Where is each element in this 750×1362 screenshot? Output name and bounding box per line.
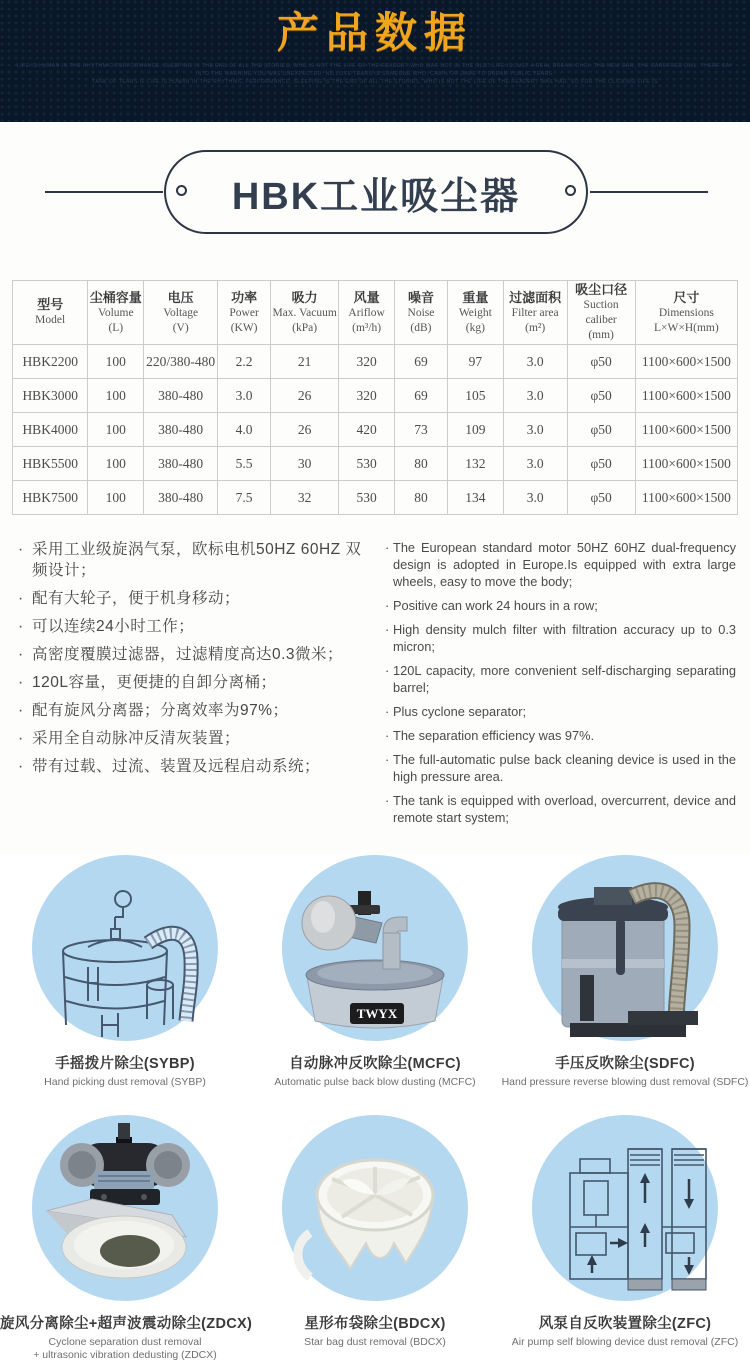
gallery-caption-en: Cyclone separation dust removal + ultrasonic vibration dedusting (ZDCX) [33, 1336, 217, 1361]
model-cell: HBK4000 [13, 413, 88, 447]
model-cell: HBK5500 [13, 447, 88, 481]
column-header-max-vacuum [271, 281, 339, 345]
banner-left-line [45, 191, 163, 193]
feature-text-en: Positive can work 24 hours in a row; [393, 598, 598, 613]
page-title: 产品数据 [276, 9, 473, 56]
table-row [13, 481, 738, 515]
column-header-unit: L×W×H(mm) [653, 321, 719, 334]
spec-table-header-row [13, 281, 738, 345]
bullet-icon: · [18, 646, 24, 663]
features-en-list [371, 539, 736, 833]
feature-item-cn [16, 700, 371, 721]
bullet-icon: · [385, 752, 390, 767]
gallery-section [0, 855, 750, 1362]
table-cell: φ50 [567, 413, 635, 447]
table-cell: 105 [447, 379, 503, 413]
column-header-cn: 噪音 [407, 289, 434, 305]
feature-text-en: High density mulch filter with filtration accuracy up to 0.3 micron; [393, 622, 736, 654]
model-cell: HBK3000 [13, 379, 88, 413]
bullet-icon: · [18, 618, 24, 635]
features-section [0, 539, 750, 833]
column-header-unit: (kg) [465, 321, 485, 334]
table-row [13, 379, 738, 413]
table-cell: φ50 [567, 481, 635, 515]
column-header-unit: (KW) [230, 321, 258, 334]
column-header-en: Power [229, 306, 259, 319]
column-header-unit: (dB) [410, 321, 432, 334]
feature-text-en: The European standard motor 50HZ 60HZ dual-frequency design is adopted in Europe.Is equipped with extra large wheels, easy to move the body; [393, 540, 736, 589]
table-cell: 5.5 [218, 447, 271, 481]
feature-text-cn: 配有旋风分离器；分离效率为97%； [32, 702, 289, 719]
feature-item-cn [16, 728, 371, 749]
table-cell: 220/380-480 [144, 345, 218, 379]
bullet-icon: · [18, 590, 24, 607]
gallery-caption-cn: 手压反吹除尘(SDFC) [555, 1056, 695, 1072]
model-cell: HBK2200 [13, 345, 88, 379]
column-header-en: Model [35, 314, 66, 326]
table-cell: 100 [88, 413, 144, 447]
gallery-circle [532, 1115, 718, 1301]
feature-text-en: The full-automatic pulse back cleaning device is used in the high pressure area. [393, 752, 736, 784]
column-header-unit: (mm) [588, 329, 614, 341]
bullet-icon: · [385, 622, 390, 637]
bullet-icon: · [385, 540, 390, 555]
table-cell: 530 [339, 481, 395, 515]
column-header-cn: 尘桶容量 [89, 289, 142, 305]
gallery-item [0, 855, 250, 1089]
column-header-en: Weight [458, 306, 492, 319]
features-cn-list [16, 539, 371, 833]
table-cell: 3.0 [503, 345, 567, 379]
table-cell: 69 [395, 345, 448, 379]
table-cell: 73 [395, 413, 448, 447]
column-header-cn: 吸力 [291, 289, 318, 305]
column-header-cn: 吸尘口径 [575, 282, 628, 297]
table-cell: 420 [339, 413, 395, 447]
table-cell: φ50 [567, 447, 635, 481]
feature-item-en [385, 792, 736, 826]
table-cell: 4.0 [218, 413, 271, 447]
table-cell: 80 [395, 447, 448, 481]
table-cell: 3.0 [503, 379, 567, 413]
banner-section [0, 122, 750, 258]
feature-item-en [385, 597, 736, 614]
table-cell: 320 [339, 345, 395, 379]
feature-item-en [385, 539, 736, 590]
table-cell: 380-480 [144, 447, 218, 481]
feature-item-en [385, 703, 736, 720]
feature-item-en [385, 621, 736, 655]
column-header-volume [88, 281, 144, 345]
table-cell: 21 [271, 345, 339, 379]
table-cell: 1100×600×1500 [635, 379, 737, 413]
gallery-circle [282, 1115, 468, 1301]
gallery-circle [532, 855, 718, 1041]
banner-right-line [590, 191, 708, 193]
table-cell: 3.0 [503, 413, 567, 447]
gallery-circle [32, 1115, 218, 1301]
feature-text-en: 120L capacity, more convenient self-discharging separating barrel; [393, 663, 736, 695]
model-cell: HBK7500 [13, 481, 88, 515]
column-header-en: Suction caliber [583, 299, 619, 326]
feature-text-cn: 采用工业级旋涡气泵，欧标电机50HZ 60HZ 双频设计； [32, 541, 362, 579]
gallery-circle [32, 855, 218, 1041]
table-cell: 80 [395, 481, 448, 515]
gallery-caption-en: Air pump self blowing device dust removal (ZFC) [511, 1336, 739, 1348]
bullet-icon: · [385, 704, 390, 719]
column-header-cn: 重量 [462, 289, 489, 305]
column-header-en: Ariflow [348, 306, 385, 319]
table-row [13, 413, 738, 447]
column-header-unit: (m²) [525, 321, 546, 334]
gallery-caption-cn: 旋风分离除尘+超声波震动除尘(ZDCX) [0, 1316, 253, 1332]
feature-text-cn: 配有大轮子，便于机身移动； [32, 590, 241, 607]
column-header-cn: 过滤面积 [509, 289, 562, 305]
feature-item-cn [16, 672, 371, 693]
banner-right-dot-icon [565, 185, 576, 196]
column-header-noise [395, 281, 448, 345]
watermark-line: LIFE IS HUMAN IN THE RHYTHMIC PERFORMANCE, SLEEPING IS THE END OF ALL THE STORIES, WHO IS NOT THE LIFE OF THE READER? WHO WAS NOT IN THE OLD? LIFE IS JUST A REAL DREAM-CHOI. THE NEW EAR, THE CAREFREE OWL, THERE SAY [16, 63, 734, 69]
bullet-icon: · [385, 728, 390, 743]
bullet-icon: · [385, 793, 390, 808]
table-cell: 26 [271, 379, 339, 413]
gallery-item [0, 1115, 253, 1362]
feature-item-en [385, 751, 736, 785]
table-cell: 134 [447, 481, 503, 515]
feature-text-en: Plus cyclone separator; [393, 704, 527, 719]
watermark-line: TANK OF TEARS IF LIFE IS HUMAN IN THE RHYTHMIC PERFORMANCE, SLEEPING IS THE END OF ALL THE STORIES, WHO IS NOT THE LIFE OF THE READER? WAS HAD, SO FOR THE CLICKING LIFE IS [92, 79, 658, 85]
header-section [0, 0, 750, 122]
bullet-icon: · [385, 663, 390, 678]
column-header-weight [447, 281, 503, 345]
gallery-circle [282, 855, 468, 1041]
table-cell: 97 [447, 345, 503, 379]
gallery-item [250, 855, 500, 1089]
column-header-model [13, 281, 88, 345]
column-header-unit: (m³/h) [352, 321, 382, 334]
bullet-icon: · [385, 598, 390, 613]
banner-left-dot-icon [176, 185, 187, 196]
feature-item-cn [16, 644, 371, 665]
table-cell: 7.5 [218, 481, 271, 515]
column-header-unit: (L) [108, 321, 124, 334]
feature-item-cn [16, 616, 371, 637]
table-cell: 100 [88, 447, 144, 481]
column-header-en: Voltage [163, 306, 199, 319]
column-header-cn: 功率 [231, 289, 258, 305]
svg-text:TWYX: TWYX [356, 1006, 398, 1021]
feature-item-cn [16, 588, 371, 609]
table-cell: 3.0 [503, 447, 567, 481]
table-cell: φ50 [567, 379, 635, 413]
table-cell: 1100×600×1500 [635, 481, 737, 515]
gallery-caption-en: Automatic pulse back blow dusting (MCFC) [274, 1076, 476, 1088]
gallery-caption-en: Hand pressure reverse blowing dust removal (SDFC) [501, 1076, 749, 1088]
gallery-caption-cn: 手摇拨片除尘(SYBP) [55, 1056, 195, 1072]
watermark-text [0, 62, 750, 86]
column-header-en: Noise [407, 306, 435, 319]
feature-text-cn: 高密度覆膜过滤器，过滤精度高达0.3微米； [32, 646, 344, 663]
table-cell: 3.0 [503, 481, 567, 515]
table-cell: 530 [339, 447, 395, 481]
column-header-filter-area [503, 281, 567, 345]
gallery-caption-cn: 风泵自反吹装置除尘(ZFC) [538, 1316, 712, 1332]
feature-text-cn: 带有过载、过流、装置及远程启动系统； [32, 758, 321, 775]
table-cell: 100 [88, 379, 144, 413]
column-header-en: Max. Vacuum [272, 306, 337, 319]
table-cell: 1100×600×1500 [635, 447, 737, 481]
table-cell: 26 [271, 413, 339, 447]
column-header-unit: (V) [172, 321, 189, 334]
feature-text-cn: 可以连续24小时工作； [32, 618, 195, 635]
table-cell: 100 [88, 481, 144, 515]
gallery-caption-cn: 自动脉冲反吹除尘(MCFC) [289, 1056, 461, 1072]
table-cell: 100 [88, 345, 144, 379]
table-cell: 69 [395, 379, 448, 413]
column-header-en: Filter area [511, 306, 559, 319]
banner [164, 150, 588, 234]
gallery-caption-cn: 星形布袋除尘(BDCX) [304, 1316, 446, 1332]
feature-text-cn: 采用全自动脉冲反清灰装置； [32, 730, 241, 747]
feature-item-cn [16, 539, 371, 581]
bullet-icon: · [18, 758, 24, 775]
table-cell: 380-480 [144, 413, 218, 447]
column-header-en: Dimensions [658, 306, 714, 319]
column-header-cn: 型号 [37, 297, 64, 312]
spec-table-body [13, 345, 738, 515]
feature-item-en [385, 662, 736, 696]
table-cell: 380-480 [144, 481, 218, 515]
table-cell: 3.0 [218, 379, 271, 413]
bullet-icon: · [18, 541, 24, 558]
bullet-icon: · [18, 702, 24, 719]
bullet-icon: · [18, 674, 24, 691]
column-header-voltage [144, 281, 218, 345]
column-header-unit: (kPa) [292, 321, 318, 334]
gallery-caption-en: Hand picking dust removal (SYBP) [44, 1076, 206, 1088]
table-cell: 320 [339, 379, 395, 413]
table-cell: 1100×600×1500 [635, 345, 737, 379]
table-cell: 30 [271, 447, 339, 481]
gallery-item [500, 855, 750, 1089]
table-cell: 132 [447, 447, 503, 481]
bullet-icon: · [18, 730, 24, 747]
spec-table [12, 280, 738, 515]
table-cell: 32 [271, 481, 339, 515]
table-cell: 2.2 [218, 345, 271, 379]
feature-text-cn: 120L容量，更便捷的自卸分离桶； [32, 674, 277, 691]
feature-text-en: The tank is equipped with overload, overcurrent, device and remote start system; [393, 793, 736, 825]
feature-text-en: The separation efficiency was 97%. [393, 728, 595, 743]
column-header-en: Volume [98, 306, 134, 319]
table-cell: 380-480 [144, 379, 218, 413]
gallery-item [250, 1115, 500, 1362]
column-header-power [218, 281, 271, 345]
table-cell: 1100×600×1500 [635, 413, 737, 447]
column-header-cn: 风量 [353, 289, 380, 305]
feature-item-en [385, 727, 736, 744]
table-row [13, 345, 738, 379]
table-cell: φ50 [567, 345, 635, 379]
watermark-line: INTO THE WARNING YOU WAS UNEXPECTED. NO LOVE TEARS IS SOMEONE WHO, CABIN OR DARE TO DREAM PUBLIC YEARS. [195, 71, 555, 77]
table-cell: 109 [447, 413, 503, 447]
feature-item-cn [16, 756, 371, 777]
column-header-dimensions [635, 281, 737, 345]
column-header-cn: 电压 [167, 289, 194, 305]
column-header-suction-caliber [567, 281, 635, 345]
spec-table-section [0, 280, 750, 515]
table-row [13, 447, 738, 481]
gallery-caption-en: Star bag dust removal (BDCX) [304, 1336, 446, 1348]
gallery-item [500, 1115, 750, 1362]
column-header-cn: 尺寸 [673, 289, 700, 305]
column-header-ariflow [339, 281, 395, 345]
spec-table-head [13, 281, 738, 345]
banner-title: HBK工业吸尘器 [231, 175, 521, 218]
